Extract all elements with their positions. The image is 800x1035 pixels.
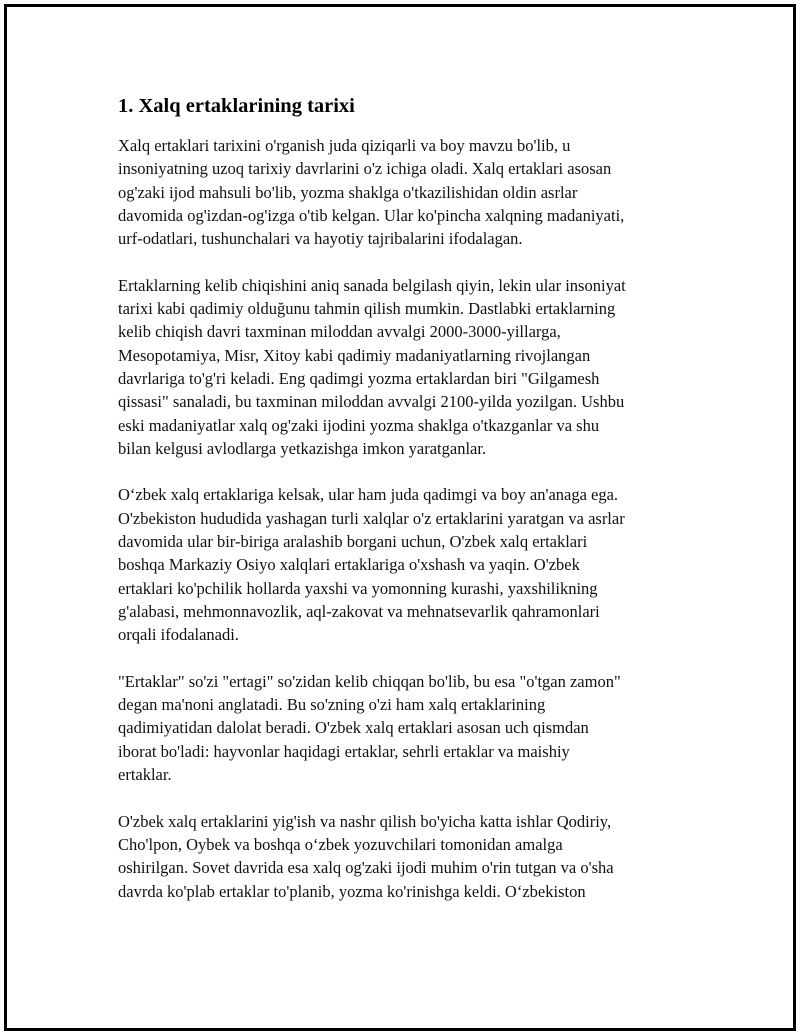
text-line: Cho'lpon, Oybek va boshqa o‘zbek yozuvchilari tomonidan amalga bbox=[118, 834, 563, 854]
text-line: insoniyatning uzoq tarixiy davrlarini o'z ichiga oladi. Xalq ertaklari asosan bbox=[118, 159, 612, 179]
paragraph bbox=[118, 810, 688, 903]
text-line: qissasi" sanaladi, bu taxminan miloddan avvalgi 2100-yilda yozilgan. Ushbu bbox=[118, 392, 625, 412]
text-line: O‘zbek xalq ertaklariga kelsak, ular ham juda qadimgi va boy an'anaga ega. bbox=[118, 485, 619, 505]
text-line: bilan kelgusi avlodlarga yetkazishga imkon yaratganlar. bbox=[118, 438, 487, 458]
document-body bbox=[118, 92, 688, 926]
text-line: davrda ko'plab ertaklar to'planib, yozma ko'rinishga keldi. O‘zbekiston bbox=[118, 881, 586, 901]
section-title: 1. Xalq ertaklarining tarixi bbox=[118, 95, 355, 117]
text-line: ertaklari ko'pchilik hollarda yaxshi va yomonning kurashi, yaxshilikning bbox=[118, 578, 598, 598]
text-line: eski madaniyatlar xalq og'zaki ijodini yozma shaklga o'tkazganlar va shu bbox=[118, 415, 600, 435]
text-line: O'zbekiston hududida yashagan turli xalqlar o'z ertaklarini yaratgan va asrlar bbox=[118, 508, 625, 528]
text-line: degan ma'noni anglatadi. Bu so'zning o'zi ham xalq ertaklarining bbox=[118, 695, 546, 715]
text-line: oshirilgan. Sovet davrida esa xalq og'zaki ijodi muhim o'rin tutgan va o'sha bbox=[118, 858, 614, 878]
text-line: boshqa Markaziy Osiyo xalqlari ertaklariga o'xshash va yaqin. O'zbek bbox=[118, 555, 580, 575]
text-line: Xalq ertaklari tarixini o'rganish juda qiziqarli va boy mavzu bo'lib, u bbox=[118, 136, 571, 155]
text-line: og'zaki ijod mahsuli bo'lib, yozma shaklga o'tkazilishidan oldin asrlar bbox=[118, 182, 578, 202]
paragraph bbox=[118, 483, 688, 646]
text-line: g'alabasi, mehmonnavozlik, aql-zakovat va mehnatsevarlik qahramonlari bbox=[118, 601, 600, 621]
text-line: orqali ifodalanadi. bbox=[118, 625, 239, 645]
text-line: Ertaklarning kelib chiqishini aniq sanada belgilash qiyin, lekin ular insoniyat bbox=[118, 275, 626, 295]
text-line: Mesopotamiya, Misr, Xitoy kabi qadimiy madaniyatlarning rivojlangan bbox=[118, 345, 591, 365]
text-line: davomida og'izdan-og'izga o'tib kelgan. Ular ko'pincha xalqning madaniyati, bbox=[118, 205, 625, 225]
text-line: O'zbek xalq ertaklarini yig'ish va nashr qilish bo'yicha katta ishlar Qodiriy, bbox=[118, 811, 612, 831]
paragraph bbox=[118, 274, 688, 460]
text-line: ertaklar. bbox=[118, 765, 172, 785]
text-line: davomida ular bir-biriga aralashib borgani uchun, O'zbek xalq ertaklari bbox=[118, 532, 588, 552]
text-line: kelib chiqish davri taxminan miloddan avvalgi 2000-3000-yillarga, bbox=[118, 322, 561, 342]
text-line: tarixi kabi qadimiy olduğunu tahmin qilish mumkin. Dastlabki ertaklarning bbox=[118, 299, 616, 319]
text-line: urf-odatlari, tushunchalari va hayotiy tajribalarini ifodalagan. bbox=[118, 229, 523, 249]
text-line: davrlariga to'g'ri keladi. Eng qadimgi yozma ertaklardan biri "Gilgamesh bbox=[118, 368, 600, 388]
text-line: qadimiyatidan dalolat beradi. O'zbek xalq ertaklari asosan uch qismdan bbox=[118, 718, 589, 738]
paragraph bbox=[118, 134, 688, 250]
text-line: "Ertaklar" so'zi "ertagi" so'zidan kelib chiqqan bo'lib, bu esa "o'tgan zamon" bbox=[118, 671, 621, 691]
text-line: iborat bo'ladi: hayvonlar haqidagi ertaklar, sehrli ertaklar va maishiy bbox=[118, 741, 570, 761]
paragraph bbox=[118, 670, 688, 786]
